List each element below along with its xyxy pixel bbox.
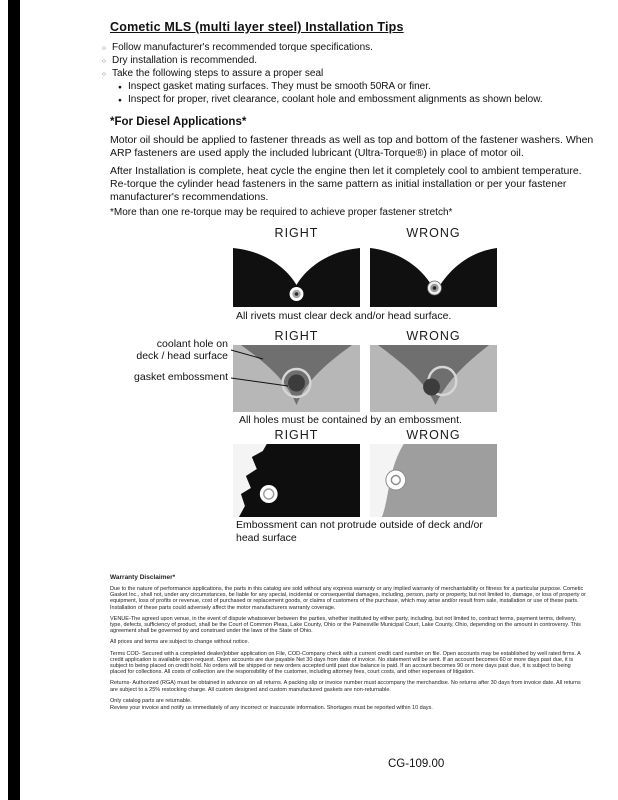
right-column-header: RIGHT bbox=[274, 226, 319, 240]
embossment-protrusion-right-diagram bbox=[233, 444, 360, 517]
retorque-note: *More than one re-torque may be required to achieve proper fastener stretch* bbox=[110, 207, 453, 218]
tip-sub-item: ● Inspect for proper, rivet clearance, coolant hole and embossment alignments as shown below. bbox=[102, 93, 572, 106]
embossment-protrusion-wrong-diagram bbox=[370, 444, 497, 517]
gasket-embossment-label: gasket embossment bbox=[134, 371, 228, 383]
diesel-paragraph-2: After Installation is complete, heat cycle the engine then let it completely cool to ambient temperature. Re-torque the cylinder head fasteners in the same pattern as initial installation or per your fastener manufacturer's recommendations. bbox=[110, 165, 582, 203]
tip-item: ○ Follow manufacturer's recommended torque specifications. bbox=[102, 41, 572, 54]
embossment-protrusion-caption: Embossment can not protrude outside of deck and/or head surface bbox=[236, 519, 483, 544]
rivet-clearance-wrong-diagram bbox=[370, 242, 497, 307]
wrong-column-header: WRONG bbox=[406, 428, 461, 442]
rivet-caption: All rivets must clear deck and/or head surface. bbox=[236, 310, 452, 322]
diesel-applications-heading: *For Diesel Applications* bbox=[110, 116, 247, 128]
coolant-hole-label-line1: coolant hole on bbox=[156, 338, 228, 350]
disclaimer-paragraph: VENUE-The agreed upon venue, in the event of dispute whatsoever between the parties, whether instituted by either party, including, but not limited to, contract terms, payment terms, delivery, type, defects, sufficiency of product, shall be the Court of Common Pleas, Lake County, Ohio or the Painesville Municipal Court, Lake County, Ohio, depending on the amount in controversy. This agreement shall be governed by and construed under the laws of the State of Ohio. bbox=[110, 615, 581, 635]
right-column-header: RIGHT bbox=[274, 428, 319, 442]
embossment-containment-wrong-diagram bbox=[370, 345, 497, 412]
tip-item: ○ Dry installation is recommended. bbox=[102, 54, 572, 67]
warranty-disclaimer-heading: Warranty Disclaimer* bbox=[110, 574, 176, 581]
page-number: CG-109.00 bbox=[388, 758, 445, 770]
page-title: Cometic MLS (multi layer steel) Installation Tips bbox=[110, 20, 404, 34]
disclaimer-paragraph: Returns- Authorized (RGA) must be obtained in advance on all returns. A packing slip or invoice number must accompany the merchandise. No returns after 30 days from invoice date. All returns are subject to a 25% restocking charge. All custom designed and custom manufactured gaskets are non-returnable. bbox=[110, 680, 581, 693]
diesel-paragraph-1: Motor oil should be applied to fastener threads as well as top and bottom of the fastener washers. When ARP fasteners are used apply the included lubricant (Ultra-Torque®) in place of motor oil. bbox=[110, 134, 594, 159]
disclaimer-paragraph: Only catalog parts are returnable. bbox=[110, 697, 192, 704]
warranty-disclaimer-section bbox=[110, 574, 588, 716]
embossment-containment-caption: All holes must be contained by an embossment. bbox=[239, 414, 462, 426]
disclaimer-paragraph: Due to the nature of performance applications, the parts in this catalog are sold without any express warranty or any implied warranty of merchantability or fitness for a particular purpose. Cometic Gasket Inc., shall not, under any circumstances, be liable for any special, incidental or consequential damages, including, person, party or property, but not limited to, damage, or loss of property or equipment, loss of profits or revenue, cost of purchased or replacement goods, or claims of customers of the purchase, which may arise and/or result from sale, installation or use of these parts. Installation of these parts could adversely affect the motor manufacturers warranty coverage. bbox=[110, 586, 586, 611]
coolant-hole-label-line2: deck / head surface bbox=[136, 349, 228, 362]
left-edge-bar bbox=[8, 0, 20, 800]
disclaimer-paragraph: Review your invoice and notify us immediately of any incorrect or inaccurate information. Shortages must be reported within 10 days. bbox=[110, 705, 433, 712]
installation-tips-list bbox=[102, 41, 572, 106]
embossment-containment-right-diagram bbox=[233, 345, 360, 412]
right-column-header: RIGHT bbox=[274, 329, 319, 343]
tip-sub-item: ● Inspect gasket mating surfaces. They must be smooth 50RA or finer. bbox=[102, 80, 572, 93]
disclaimer-paragraph: Terms COD- Secured with a completed dealer/jobber application on File, COD-Company check with a current credit card number on file. Open accounts may be established by well rated firms. A credit application is available upon request. Open accounts are due payable Net 30 days from date of invoice. No statement will be sent. If an account becomes 60 or more days past due, it is subject to being placed on credit hold. No orders will be shipped or new orders accepted until past due balance is paid. If an account becomes 90 or more days past due, it is subject to being placed for collections. All costs of collection are the responsibility of the customer, including attorney fees, court costs, and other expenses of litigation. bbox=[110, 650, 581, 676]
coolant-hole-label bbox=[112, 339, 228, 362]
disclaimer-paragraph: All prices and terms are subject to change without notice. bbox=[110, 639, 250, 646]
wrong-column-header: WRONG bbox=[406, 329, 461, 343]
rivet-clearance-right-diagram bbox=[233, 242, 360, 307]
wrong-column-header: WRONG bbox=[406, 226, 461, 240]
tip-item: ○ Take the following steps to assure a proper seal bbox=[102, 67, 572, 80]
